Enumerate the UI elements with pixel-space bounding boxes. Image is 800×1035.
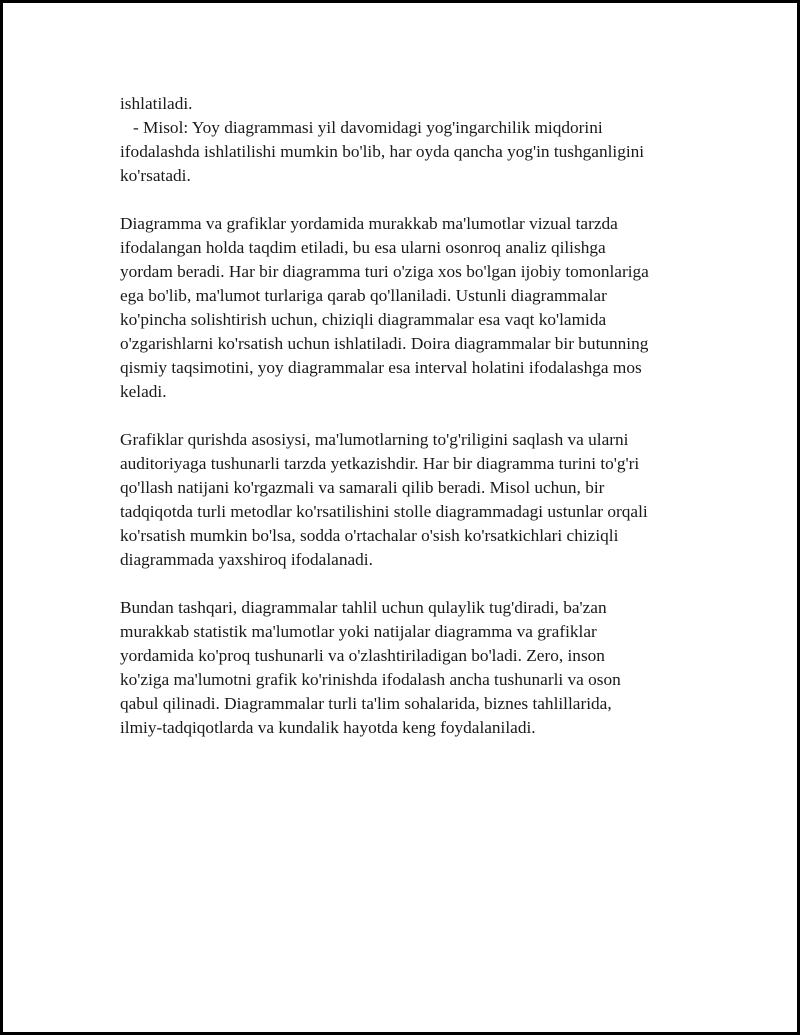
- text-line: ega bo'lib, ma'lumot turlariga qarab qo'llaniladi. Ustunli diagrammalar: [120, 286, 607, 305]
- text-line: o'zgarishlarni ko'rsatish uchun ishlatiladi. Doira diagrammalar bir butunning: [120, 334, 649, 353]
- text-line: ko'pincha solishtirish uchun, chiziqli diagrammalar esa vaqt ko'lamida: [120, 310, 607, 329]
- text-line: Diagramma va grafiklar yordamida murakkab ma'lumotlar vizual tarzda: [120, 214, 618, 233]
- text-line: yordam beradi. Har bir diagramma turi o'ziga xos bo'lgan ijobiy tomonlariga: [120, 262, 649, 281]
- text-line: ko'rsatish mumkin bo'lsa, sodda o'rtachalar o'sish ko'rsatkichlari chiziqli: [120, 526, 619, 545]
- text-line: ko'rsatadi.: [120, 166, 191, 185]
- text-line: - Misol: Yoy diagrammasi yil davomidagi yog'ingarchilik miqdorini: [120, 118, 603, 137]
- document-body: [120, 92, 700, 764]
- paragraph-3: [120, 428, 700, 572]
- text-line: ifodalashda ishlatilishi mumkin bo'lib, har oyda qancha yog'in tushganligini: [120, 142, 645, 161]
- text-line: ifodalangan holda taqdim etiladi, bu esa ularni osonroq analiz qilishga: [120, 238, 606, 257]
- text-line: murakkab statistik ma'lumotlar yoki natijalar diagramma va grafiklar: [120, 622, 597, 641]
- text-line: ko'ziga ma'lumotni grafik ko'rinishda ifodalash ancha tushunarli va oson: [120, 670, 621, 689]
- text-line: yordamida ko'proq tushunarli va o'zlashtiriladigan bo'ladi. Zero, inson: [120, 646, 605, 665]
- paragraph-2: [120, 212, 700, 404]
- text-line: qo'llash natijani ko'rgazmali va samarali qilib beradi. Misol uchun, bir: [120, 478, 605, 497]
- text-line: qismiy taqsimotini, yoy diagrammalar esa interval holatini ifodalashga mos: [120, 358, 642, 377]
- text-line: auditoriyaga tushunarli tarzda yetkazishdir. Har bir diagramma turini to'g'ri: [120, 454, 640, 473]
- text-line: ilmiy-tadqiqotlarda va kundalik hayotda keng foydalaniladi.: [120, 718, 536, 737]
- text-line: tadqiqotda turli metodlar ko'rsatilishini stolle diagrammadagi ustunlar orqali: [120, 502, 648, 521]
- text-line: diagrammada yaxshiroq ifodalanadi.: [120, 550, 373, 569]
- paragraph-4: [120, 596, 700, 740]
- text-line: keladi.: [120, 382, 167, 401]
- text-line: Bundan tashqari, diagrammalar tahlil uchun qulaylik tug'diradi, ba'zan: [120, 598, 607, 617]
- text-line: Grafiklar qurishda asosiysi, ma'lumotlarning to'g'riligini saqlash va ularni: [120, 430, 629, 449]
- paragraph-1: [120, 92, 700, 188]
- text-line: qabul qilinadi. Diagrammalar turli ta'lim sohalarida, biznes tahlillarida,: [120, 694, 612, 713]
- text-line: ishlatiladi.: [120, 94, 193, 113]
